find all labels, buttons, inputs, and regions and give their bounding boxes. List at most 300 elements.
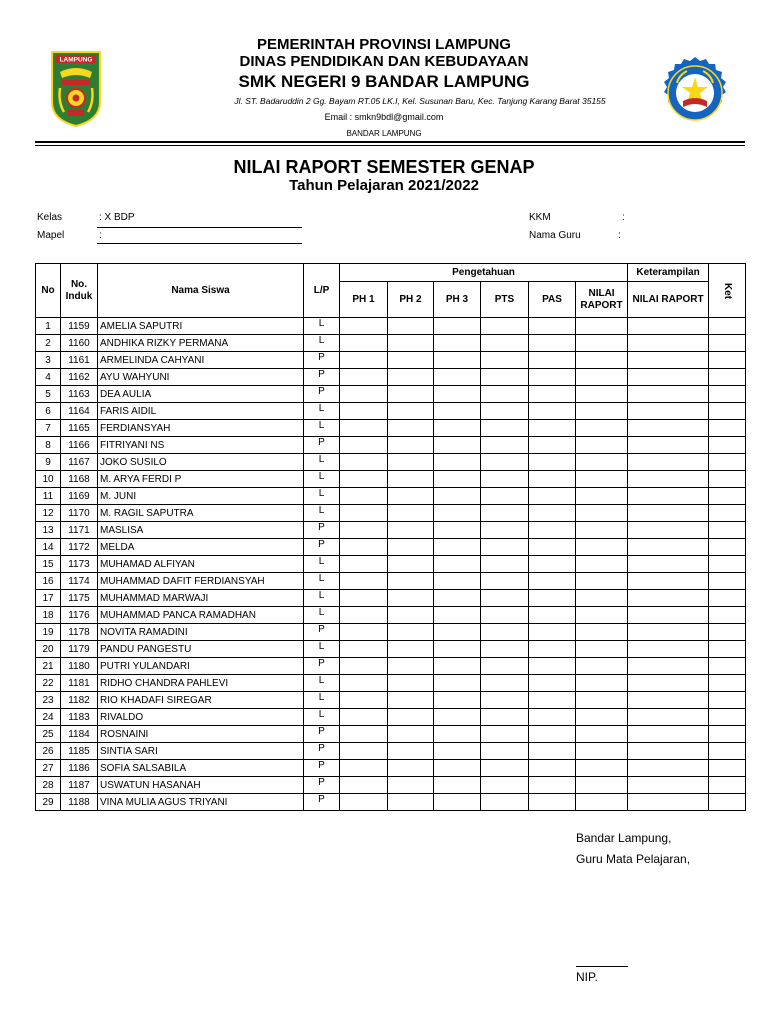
row-ket[interactable]: [709, 556, 746, 573]
row-pts[interactable]: [481, 743, 529, 760]
row-ph1[interactable]: [340, 352, 388, 369]
row-ph2[interactable]: [388, 505, 434, 522]
row-ph1[interactable]: [340, 335, 388, 352]
row-pts[interactable]: [481, 794, 529, 811]
row-keterampilan-raport[interactable]: [628, 743, 709, 760]
row-pas[interactable]: [529, 522, 576, 539]
row-ph1[interactable]: [340, 760, 388, 777]
row-ket[interactable]: [709, 522, 746, 539]
row-ph3[interactable]: [434, 692, 481, 709]
row-ph1[interactable]: [340, 743, 388, 760]
row-keterampilan-raport[interactable]: [628, 420, 709, 437]
row-pts[interactable]: [481, 692, 529, 709]
row-keterampilan-raport[interactable]: [628, 335, 709, 352]
row-ph3[interactable]: [434, 794, 481, 811]
row-ph1[interactable]: [340, 488, 388, 505]
row-ket[interactable]: [709, 471, 746, 488]
row-ket[interactable]: [709, 760, 746, 777]
row-ph2[interactable]: [388, 539, 434, 556]
row-ph1[interactable]: [340, 556, 388, 573]
row-nilai-raport[interactable]: [576, 590, 628, 607]
row-ph1[interactable]: [340, 505, 388, 522]
row-pas[interactable]: [529, 760, 576, 777]
row-nilai-raport[interactable]: [576, 522, 628, 539]
row-gender: L: [304, 335, 340, 352]
row-pts[interactable]: [481, 352, 529, 369]
row-student-name: MASLISA: [98, 522, 304, 539]
row-pts[interactable]: [481, 607, 529, 624]
table-row: [36, 488, 746, 505]
row-ph1[interactable]: [340, 539, 388, 556]
row-number: 27: [36, 760, 61, 777]
row-pas[interactable]: [529, 573, 576, 590]
row-ph1[interactable]: [340, 573, 388, 590]
row-induk: 1173: [61, 556, 98, 573]
row-keterampilan-raport[interactable]: [628, 386, 709, 403]
row-pas[interactable]: [529, 709, 576, 726]
row-keterampilan-raport[interactable]: [628, 658, 709, 675]
row-ph3[interactable]: [434, 556, 481, 573]
row-pas[interactable]: [529, 743, 576, 760]
row-ph2[interactable]: [388, 454, 434, 471]
row-number: 13: [36, 522, 61, 539]
row-pts[interactable]: [481, 318, 529, 335]
row-ph3[interactable]: [434, 607, 481, 624]
row-keterampilan-raport[interactable]: [628, 726, 709, 743]
row-student-name: PUTRI YULANDARI: [98, 658, 304, 675]
row-ph1[interactable]: [340, 675, 388, 692]
row-pts[interactable]: [481, 590, 529, 607]
row-ph1[interactable]: [340, 658, 388, 675]
row-pts[interactable]: [481, 709, 529, 726]
row-nilai-raport[interactable]: [576, 318, 628, 335]
row-ph2[interactable]: [388, 777, 434, 794]
row-pts[interactable]: [481, 777, 529, 794]
row-ph1[interactable]: [340, 624, 388, 641]
row-pas[interactable]: [529, 658, 576, 675]
table-row: [36, 539, 746, 556]
row-keterampilan-raport[interactable]: [628, 794, 709, 811]
row-student-name: MELDA: [98, 539, 304, 556]
row-gender: P: [304, 352, 340, 369]
row-keterampilan-raport[interactable]: [628, 471, 709, 488]
row-nilai-raport[interactable]: [576, 777, 628, 794]
row-number: 19: [36, 624, 61, 641]
row-pts[interactable]: [481, 675, 529, 692]
row-pts[interactable]: [481, 437, 529, 454]
row-ph2[interactable]: [388, 743, 434, 760]
row-ket[interactable]: [709, 590, 746, 607]
row-pas[interactable]: [529, 352, 576, 369]
row-ket[interactable]: [709, 420, 746, 437]
row-nilai-raport[interactable]: [576, 471, 628, 488]
row-ph3[interactable]: [434, 641, 481, 658]
row-ph2[interactable]: [388, 335, 434, 352]
row-ph3[interactable]: [434, 726, 481, 743]
row-nilai-raport[interactable]: [576, 556, 628, 573]
row-ph2[interactable]: [388, 658, 434, 675]
row-gender: L: [304, 403, 340, 420]
row-ph1[interactable]: [340, 318, 388, 335]
row-ph2[interactable]: [388, 709, 434, 726]
row-nilai-raport[interactable]: [576, 335, 628, 352]
row-keterampilan-raport[interactable]: [628, 403, 709, 420]
row-ket[interactable]: [709, 488, 746, 505]
row-gender: L: [304, 607, 340, 624]
row-keterampilan-raport[interactable]: [628, 777, 709, 794]
row-ph2[interactable]: [388, 692, 434, 709]
row-keterampilan-raport[interactable]: [628, 573, 709, 590]
row-gender: P: [304, 539, 340, 556]
table-row: [36, 607, 746, 624]
table-row: [36, 471, 746, 488]
row-pas[interactable]: [529, 794, 576, 811]
col-keterampilan-raport-header: NILAI RAPORT: [628, 282, 709, 318]
row-pts[interactable]: [481, 488, 529, 505]
row-pts[interactable]: [481, 522, 529, 539]
row-nilai-raport[interactable]: [576, 607, 628, 624]
row-keterampilan-raport[interactable]: [628, 675, 709, 692]
row-induk: 1184: [61, 726, 98, 743]
row-pas[interactable]: [529, 539, 576, 556]
row-pas[interactable]: [529, 369, 576, 386]
row-ph3[interactable]: [434, 369, 481, 386]
row-ph2[interactable]: [388, 471, 434, 488]
row-nilai-raport[interactable]: [576, 743, 628, 760]
row-keterampilan-raport[interactable]: [628, 318, 709, 335]
row-nilai-raport[interactable]: [576, 403, 628, 420]
row-ket[interactable]: [709, 743, 746, 760]
row-pts[interactable]: [481, 624, 529, 641]
row-ph3[interactable]: [434, 709, 481, 726]
row-ket[interactable]: [709, 437, 746, 454]
row-ph3[interactable]: [434, 624, 481, 641]
row-ket[interactable]: [709, 352, 746, 369]
gov-name: PEMERINTAH PROVINSI LAMPUNG: [257, 36, 511, 53]
row-ph3[interactable]: [434, 318, 481, 335]
row-nilai-raport[interactable]: [576, 454, 628, 471]
col-lp-header: L/P: [304, 264, 340, 318]
row-ph2[interactable]: [388, 369, 434, 386]
row-student-name: FERDIANSYAH: [98, 420, 304, 437]
row-nilai-raport[interactable]: [576, 352, 628, 369]
row-gender: P: [304, 522, 340, 539]
row-nilai-raport[interactable]: [576, 420, 628, 437]
row-pts[interactable]: [481, 454, 529, 471]
row-ph3[interactable]: [434, 777, 481, 794]
row-number: 24: [36, 709, 61, 726]
row-keterampilan-raport[interactable]: [628, 437, 709, 454]
table-row: [36, 777, 746, 794]
row-ph3[interactable]: [434, 573, 481, 590]
row-ket[interactable]: [709, 403, 746, 420]
table-row: [36, 522, 746, 539]
row-gender: P: [304, 658, 340, 675]
row-ket[interactable]: [709, 369, 746, 386]
row-pas[interactable]: [529, 624, 576, 641]
row-number: 6: [36, 403, 61, 420]
row-ket[interactable]: [709, 573, 746, 590]
row-pas[interactable]: [529, 471, 576, 488]
table-row: [36, 641, 746, 658]
row-nilai-raport[interactable]: [576, 726, 628, 743]
row-pts[interactable]: [481, 556, 529, 573]
row-ph1[interactable]: [340, 726, 388, 743]
row-pts[interactable]: [481, 726, 529, 743]
row-ph2[interactable]: [388, 437, 434, 454]
row-ph2[interactable]: [388, 420, 434, 437]
row-keterampilan-raport[interactable]: [628, 624, 709, 641]
row-ph2[interactable]: [388, 488, 434, 505]
row-pts[interactable]: [481, 471, 529, 488]
row-keterampilan-raport[interactable]: [628, 709, 709, 726]
row-ph3[interactable]: [434, 471, 481, 488]
row-ket[interactable]: [709, 624, 746, 641]
row-ph3[interactable]: [434, 675, 481, 692]
row-pas[interactable]: [529, 641, 576, 658]
row-ph3[interactable]: [434, 437, 481, 454]
row-pas[interactable]: [529, 556, 576, 573]
row-keterampilan-raport[interactable]: [628, 505, 709, 522]
row-pas[interactable]: [529, 318, 576, 335]
row-nilai-raport[interactable]: [576, 505, 628, 522]
row-nilai-raport[interactable]: [576, 573, 628, 590]
row-pas[interactable]: [529, 386, 576, 403]
row-keterampilan-raport[interactable]: [628, 692, 709, 709]
row-ph2[interactable]: [388, 573, 434, 590]
row-ph1[interactable]: [340, 369, 388, 386]
row-pas[interactable]: [529, 437, 576, 454]
row-ket[interactable]: [709, 386, 746, 403]
row-induk: 1168: [61, 471, 98, 488]
row-ph3[interactable]: [434, 539, 481, 556]
col-induk-header: [61, 264, 98, 318]
row-nilai-raport[interactable]: [576, 624, 628, 641]
row-nilai-raport[interactable]: [576, 760, 628, 777]
academic-year: Tahun Pelajaran 2021/2022: [289, 177, 479, 194]
row-ket[interactable]: [709, 777, 746, 794]
row-ph2[interactable]: [388, 590, 434, 607]
row-ph2[interactable]: [388, 352, 434, 369]
row-keterampilan-raport[interactable]: [628, 488, 709, 505]
row-ph1[interactable]: [340, 777, 388, 794]
table-row: [36, 318, 746, 335]
row-ph3[interactable]: [434, 335, 481, 352]
row-nilai-raport[interactable]: [576, 369, 628, 386]
row-keterampilan-raport[interactable]: [628, 522, 709, 539]
row-pts[interactable]: [481, 641, 529, 658]
row-number: 11: [36, 488, 61, 505]
row-gender: P: [304, 777, 340, 794]
row-ket[interactable]: [709, 709, 746, 726]
row-ph1[interactable]: [340, 709, 388, 726]
row-ph2[interactable]: [388, 386, 434, 403]
row-student-name: MUHAMMAD MARWAJI: [98, 590, 304, 607]
row-pas[interactable]: [529, 505, 576, 522]
row-ket[interactable]: [709, 318, 746, 335]
row-ph2[interactable]: [388, 675, 434, 692]
row-nilai-raport[interactable]: [576, 794, 628, 811]
row-ph2[interactable]: [388, 556, 434, 573]
row-number: 29: [36, 794, 61, 811]
row-ph1[interactable]: [340, 590, 388, 607]
row-ph3[interactable]: [434, 522, 481, 539]
row-ph1[interactable]: [340, 692, 388, 709]
row-nilai-raport[interactable]: [576, 539, 628, 556]
row-ph3[interactable]: [434, 386, 481, 403]
row-pts[interactable]: [481, 505, 529, 522]
row-ph3[interactable]: [434, 760, 481, 777]
row-student-name: VINA MULIA AGUS TRIYANI: [98, 794, 304, 811]
row-pts[interactable]: [481, 403, 529, 420]
row-ph1[interactable]: [340, 386, 388, 403]
row-pas[interactable]: [529, 607, 576, 624]
row-ph3[interactable]: [434, 658, 481, 675]
lampung-logo-text: LAMPUNG: [59, 56, 93, 64]
row-induk: 1175: [61, 590, 98, 607]
row-pts[interactable]: [481, 420, 529, 437]
row-gender: L: [304, 454, 340, 471]
row-induk: 1160: [61, 335, 98, 352]
row-ph3[interactable]: [434, 352, 481, 369]
row-pts[interactable]: [481, 539, 529, 556]
row-pas[interactable]: [529, 675, 576, 692]
row-ket[interactable]: [709, 641, 746, 658]
row-keterampilan-raport[interactable]: [628, 454, 709, 471]
row-pas[interactable]: [529, 488, 576, 505]
row-number: 14: [36, 539, 61, 556]
row-ph3[interactable]: [434, 505, 481, 522]
signature-place: Bandar Lampung,: [576, 831, 672, 845]
row-ket[interactable]: [709, 726, 746, 743]
table-row: [36, 556, 746, 573]
row-gender: L: [304, 675, 340, 692]
row-ph3[interactable]: [434, 488, 481, 505]
row-pts[interactable]: [481, 335, 529, 352]
row-ph1[interactable]: [340, 522, 388, 539]
row-ph1[interactable]: [340, 420, 388, 437]
row-ket[interactable]: [709, 794, 746, 811]
table-row: [36, 573, 746, 590]
row-ph2[interactable]: [388, 726, 434, 743]
row-ph1[interactable]: [340, 403, 388, 420]
row-ph3[interactable]: [434, 403, 481, 420]
row-keterampilan-raport[interactable]: [628, 641, 709, 658]
row-keterampilan-raport[interactable]: [628, 556, 709, 573]
row-student-name: SINTIA SARI: [98, 743, 304, 760]
row-ph2[interactable]: [388, 641, 434, 658]
row-induk: 1166: [61, 437, 98, 454]
row-keterampilan-raport[interactable]: [628, 590, 709, 607]
row-pts[interactable]: [481, 760, 529, 777]
row-pts[interactable]: [481, 386, 529, 403]
signature-role: Guru Mata Pelajaran,: [576, 852, 691, 866]
row-ph1[interactable]: [340, 641, 388, 658]
row-ph3[interactable]: [434, 454, 481, 471]
row-nilai-raport[interactable]: [576, 692, 628, 709]
row-pas[interactable]: [529, 403, 576, 420]
row-pas[interactable]: [529, 335, 576, 352]
row-ket[interactable]: [709, 539, 746, 556]
row-ket[interactable]: [709, 454, 746, 471]
row-induk: 1186: [61, 760, 98, 777]
row-student-name: DEA AULIA: [98, 386, 304, 403]
row-ket[interactable]: [709, 335, 746, 352]
row-ph3[interactable]: [434, 420, 481, 437]
row-pas[interactable]: [529, 454, 576, 471]
table-row: [36, 675, 746, 692]
row-pts[interactable]: [481, 369, 529, 386]
row-ph1[interactable]: [340, 437, 388, 454]
table-row: [36, 369, 746, 386]
row-ph2[interactable]: [388, 607, 434, 624]
row-nilai-raport[interactable]: [576, 709, 628, 726]
row-keterampilan-raport[interactable]: [628, 607, 709, 624]
row-nilai-raport[interactable]: [576, 488, 628, 505]
row-pts[interactable]: [481, 573, 529, 590]
row-ket[interactable]: [709, 658, 746, 675]
row-nilai-raport[interactable]: [576, 658, 628, 675]
row-pas[interactable]: [529, 692, 576, 709]
row-number: 3: [36, 352, 61, 369]
row-pas[interactable]: [529, 420, 576, 437]
row-ph1[interactable]: [340, 607, 388, 624]
row-induk: 1159: [61, 318, 98, 335]
row-nilai-raport[interactable]: [576, 675, 628, 692]
row-student-name: M. ARYA FERDI P: [98, 471, 304, 488]
table-row: [36, 692, 746, 709]
row-induk: 1171: [61, 522, 98, 539]
row-ket[interactable]: [709, 675, 746, 692]
row-nilai-raport[interactable]: [576, 641, 628, 658]
row-ph2[interactable]: [388, 318, 434, 335]
row-ph3[interactable]: [434, 743, 481, 760]
row-ket[interactable]: [709, 692, 746, 709]
row-ph1[interactable]: [340, 454, 388, 471]
row-pas[interactable]: [529, 726, 576, 743]
row-ph2[interactable]: [388, 624, 434, 641]
school-city: BANDAR LAMPUNG: [346, 129, 422, 138]
row-gender: L: [304, 573, 340, 590]
row-pas[interactable]: [529, 777, 576, 794]
table-row: [36, 420, 746, 437]
table-row: [36, 726, 746, 743]
row-pas[interactable]: [529, 590, 576, 607]
row-student-name: USWATUN HASANAH: [98, 777, 304, 794]
row-ph2[interactable]: [388, 522, 434, 539]
school-email: Email : smkn9bdl@gmail.com: [324, 112, 444, 122]
row-ket[interactable]: [709, 505, 746, 522]
row-gender: L: [304, 488, 340, 505]
row-ph1[interactable]: [340, 794, 388, 811]
col-pts-header: PTS: [481, 282, 529, 318]
row-nilai-raport[interactable]: [576, 386, 628, 403]
table-row: [36, 437, 746, 454]
row-gender: P: [304, 386, 340, 403]
row-ph2[interactable]: [388, 760, 434, 777]
row-keterampilan-raport[interactable]: [628, 760, 709, 777]
row-ket[interactable]: [709, 607, 746, 624]
row-nilai-raport[interactable]: [576, 437, 628, 454]
row-ph1[interactable]: [340, 471, 388, 488]
row-keterampilan-raport[interactable]: [628, 539, 709, 556]
row-keterampilan-raport[interactable]: [628, 369, 709, 386]
row-pts[interactable]: [481, 658, 529, 675]
row-ph2[interactable]: [388, 794, 434, 811]
row-ph2[interactable]: [388, 403, 434, 420]
row-ph3[interactable]: [434, 590, 481, 607]
row-keterampilan-raport[interactable]: [628, 352, 709, 369]
